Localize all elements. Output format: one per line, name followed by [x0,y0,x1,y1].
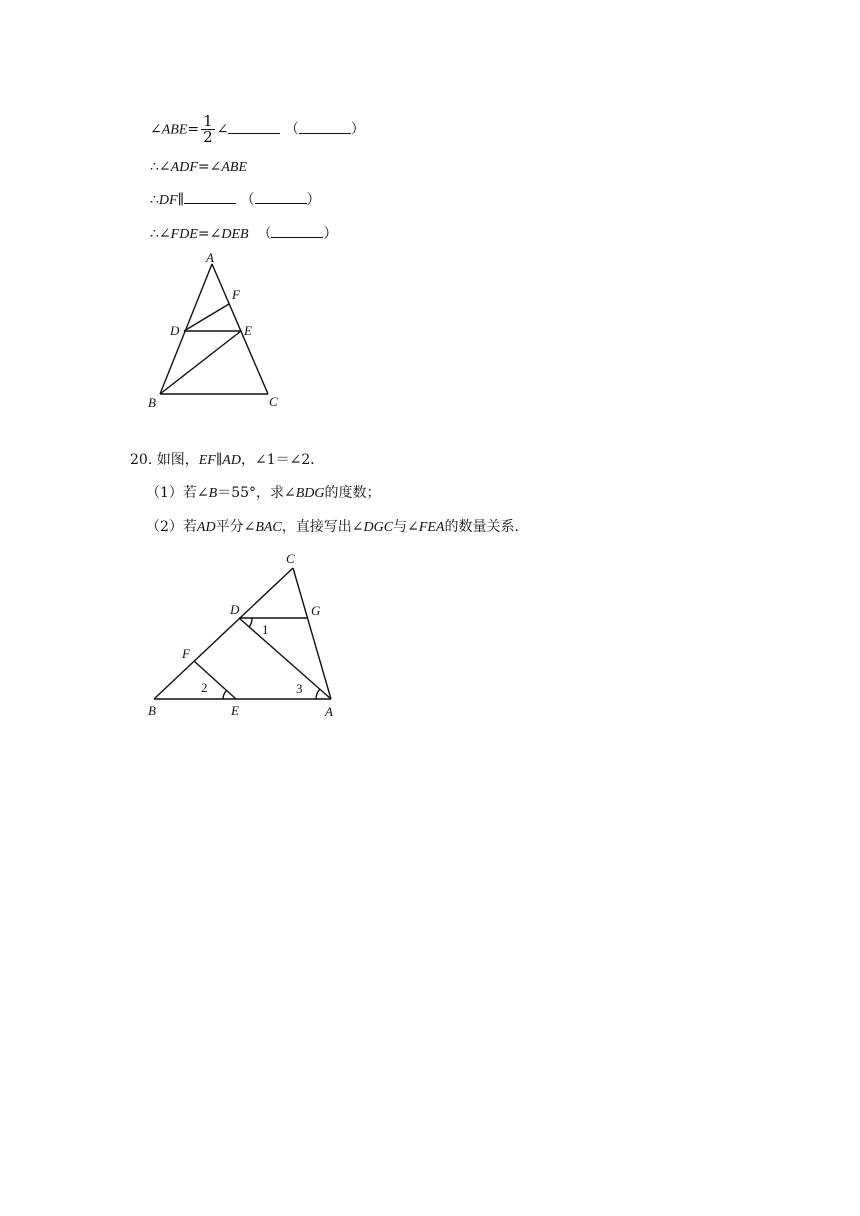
paren-close: ） [350,121,365,138]
part2-var-bac: BAC [255,520,282,535]
angle-arc-1 [249,618,252,627]
part1-mid: ＝55°，求∠ [217,485,296,501]
part1-prefix: （1）若∠ [146,485,209,501]
angle-abe: ABE [221,160,247,175]
angle-fde: FDE [170,227,198,242]
fraction-numerator: 1 [203,112,213,130]
segment-ef: EF [198,453,216,468]
angle-arc-3 [316,689,320,699]
parallel-symbol: ∥ [215,453,223,468]
therefore-symbol: ∴ [150,159,159,175]
label-d: D [170,323,180,338]
paren-close: ） [306,192,321,208]
segment-ad: AD [222,453,241,468]
part2-var-ad: AD [196,520,216,535]
paren-close: ） [323,226,338,242]
part2-mid3: 与∠ [393,519,419,535]
equals-sign: = [187,121,200,138]
separator: ， [240,452,255,468]
angle-symbol: ∠ [150,121,162,138]
label-f: F [232,287,240,302]
label-c: C [286,551,295,566]
angle-deb: DEB [221,227,249,242]
label-b: B [148,395,156,410]
paren-open: （ [257,226,272,242]
segment-bc [154,568,293,699]
label-g: G [311,603,321,618]
segment-da [239,618,331,699]
part1-end: 的度数； [324,485,381,501]
label-d: D [230,602,240,617]
part2-prefix: （2）若 [146,519,197,535]
segment-ca [293,568,331,699]
part2-var-dgc: DGC [363,520,394,535]
label-a: A [325,704,333,719]
label-f: F [182,646,190,661]
label-a: A [206,250,214,265]
therefore-symbol: ∴ [150,192,159,208]
angle-abe: ABE [161,122,188,138]
part2-mid2: ，直接写出∠ [281,519,364,535]
angle-arc-2 [223,690,227,699]
part1-var-b: B [208,486,218,501]
label-e: E [244,323,252,338]
problem-number: 20. [130,452,153,468]
equals-sign: = [197,226,210,242]
equals-sign: = [197,159,210,175]
angle-symbol: ∠ [158,226,171,242]
fraction-denominator: 2 [203,128,213,146]
angle-symbol: ∠ [158,159,171,175]
part2-end: 的数量关系． [444,519,529,535]
angle-symbol: ∠ [209,159,222,175]
angle-label-3: 3 [296,681,303,696]
angle-symbol: ∠ [209,226,222,242]
part1-var-bdg: BDG [295,486,325,501]
angle-label-2: 2 [201,680,208,695]
paren-open: （ [240,192,255,208]
angle-adf: ADF [170,160,198,175]
parallel-symbol: ∥ [177,193,185,208]
part2-var-fea: FEA [418,520,445,535]
therefore-symbol: ∴ [150,226,159,242]
angle-symbol: ∠ [216,121,229,138]
paren-open: （ [284,121,299,138]
label-e: E [231,703,239,718]
problem-intro: 如图， [156,452,199,468]
angle-condition: ∠1＝∠2． [254,452,325,468]
part2-mid1: 平分∠ [215,519,256,535]
segment-df: DF [158,193,178,208]
label-c: C [269,394,278,409]
angle-label-1: 1 [262,622,269,637]
label-b: B [148,703,156,718]
